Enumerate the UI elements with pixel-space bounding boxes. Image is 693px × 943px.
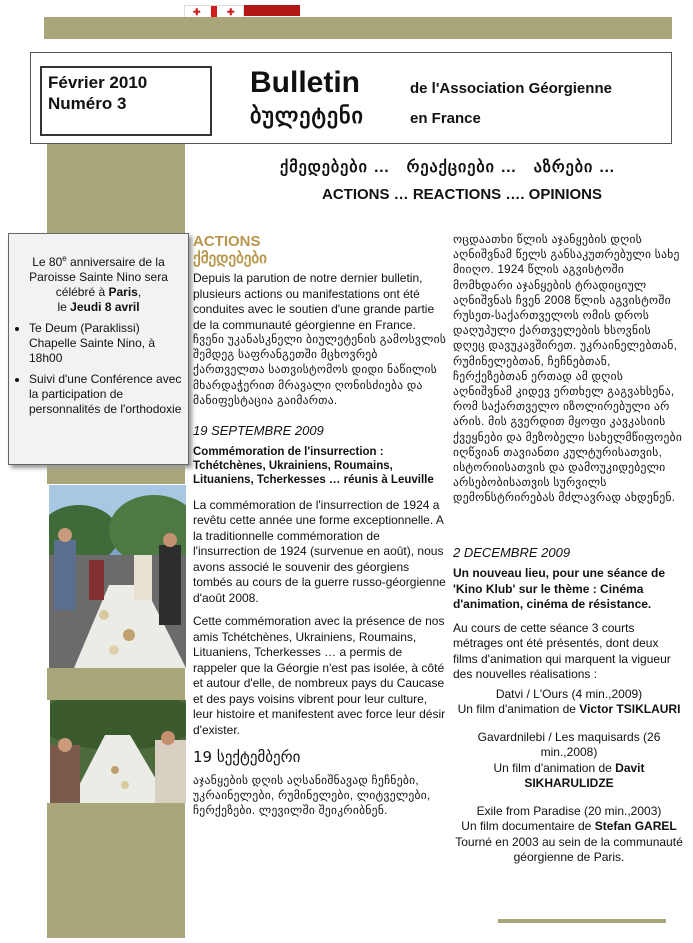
intro-paragraph-geo: ჩვენი უკანასკნელი ბიულეტენის გამოსვლის შემდეგ საფრანგეთში მცხოვრებ ქართველთა სათვისტომოს დიდი ნაწილის მხარდაჭერით მრავალი ღონისძიება და მანიფესტაცია გაიმართა. bbox=[193, 334, 447, 407]
film-entry: Datvi / L'Ours (4 min.,2009) Un film d'animation de Victor TSIKLAURI bbox=[453, 687, 685, 718]
film-title: Datvi / L'Ours (4 min.,2009) bbox=[495, 686, 643, 701]
section-heading-fr: ACTIONS bbox=[193, 233, 261, 250]
column-right bbox=[453, 233, 685, 866]
announcement-text: Le 80e anniversaire de la Paroisse Sainte Nino sera célébré à Paris, le Jeudi 8 avril bbox=[29, 254, 168, 314]
top-olive-bar bbox=[44, 17, 672, 39]
film-title: Gavardnilebi / Les maquisards (26 min.,2008) bbox=[477, 729, 661, 760]
left-olive-band bbox=[47, 142, 185, 234]
film-title: Exile from Paradise (20 min.,2003) bbox=[476, 803, 662, 818]
film-note: Tourné en 2003 au sein de la communauté géorgienne de Paris. bbox=[455, 834, 683, 865]
left-olive-band-bottom bbox=[47, 803, 185, 938]
bottom-rule bbox=[498, 919, 666, 923]
event-title-dec: Un nouveau lieu, pour une séance de 'Kino Klub' sur le thème : Cinéma d'animation, cinéma de résistance. bbox=[453, 566, 666, 612]
bulletin-title: Bulletin bbox=[250, 66, 360, 99]
slogan-fr: ACTIONS … REACTIONS …. OPINIONS bbox=[322, 186, 603, 203]
film-entry: Exile from Paradise (20 min.,2003) Un film documentaire de Stefan GAREL Tourné en 2003 au sein de la communauté géorgienne de Paris. bbox=[453, 804, 685, 866]
event-paragraph-geo-long: ოცდაათხი წლის აჯანყების დღის აღნიშვნამ წელს განსაკუთრებული სახე მიიღო. 1924 წლის აგვისტოში მომხდარი აჯანყების ტრადიციულ აღნიშვნას ჩვენ 2008 წლის აგვისტოში რუსეთ-საქართველოს ომის დროს დაღუპული ქართველების ხსოვნის დღეც დავუკავშირეთ. უკრაინელებთან, რუმინელებთან, ჩეჩნებთან, ჩერქეზებთან ერთად ამ დღის აღნიშვნამ კიდევ ერთხელ გაგვახსენა, რომ საქართველო იზოლირებული არ არის. მის გვერდით მყოფი კავკასიის ქვეყნები და მეზობელი სახელმწიფოები იღწვიან თავიანთი კულტურისათვის, ისტორიისათვის და დამოუკიდებელი არსებობისათვის სურვილს დემონსტრირებას მძლავრად ახდენენ. bbox=[453, 234, 683, 505]
georgia-flag-icon: ✚ ✚ bbox=[184, 5, 244, 39]
bulletin-title-geo: ბულეტენი bbox=[250, 103, 364, 128]
association-country: en France bbox=[410, 110, 481, 127]
banquet-photo-1 bbox=[49, 485, 186, 668]
left-olive-band-mid bbox=[47, 462, 185, 484]
column-left bbox=[193, 233, 448, 819]
event-paragraph-geo: აჯანყების დღის აღსანიშნავად ჩეჩნები, უკრაინელები, რუმინელები, ლიტველები, ჩერქეზები. ლევილში შეიკრიბნენ. bbox=[193, 774, 431, 817]
issue-number: Numéro 3 bbox=[48, 94, 127, 113]
anniversary-announcement bbox=[8, 233, 189, 465]
list-item: • Te Deum (Paraklissi) Chapelle Sainte Nino, à 18h00 bbox=[29, 321, 188, 366]
section-heading-geo: ქმედებები bbox=[193, 250, 267, 267]
banquet-photo-2 bbox=[50, 700, 186, 803]
event-date-sept: 19 SEPTEMBRE 2009 bbox=[193, 423, 324, 439]
announcement-list bbox=[9, 321, 188, 417]
list-item: • Suivi d'une Conférence avec la participation de personnalités de l'orthodoxie bbox=[29, 372, 188, 417]
issue-month: Février 2010 bbox=[48, 73, 148, 92]
intro-paragraph-fr: Depuis la parution de notre dernier bulletin, plusieurs actions ou manifestations ont été conduites avec le soutien d'une grande partie de la communauté géorgienne en France. bbox=[193, 271, 435, 332]
event-date-dec: 2 DECEMBRE 2009 bbox=[453, 544, 571, 560]
event-title-sept: Commémoration de l'insurrection : Tchétchènes, Ukrainiens, Roumains, Lituaniens, Tcherkesses … réunis à Leuville bbox=[193, 445, 434, 486]
association-name: de l'Association Géorgienne bbox=[410, 80, 612, 97]
slogan-geo: ქმედებები … რეაქციები … აზრები … bbox=[280, 159, 616, 176]
event-paragraph-dec: Au cours de cette séance 3 courts métrages ont été présentés, dont deux films d'animation qui marquent la vigueur des nouvelles réalisations : bbox=[453, 620, 671, 682]
event-paragraph-1: La commémoration de l'insurrection de 1924 a revêtu cette année une forme exceptionnelle. A la traditionnelle commémoration de l'insurrection de 1924 (survenue en août), nous avons associé le souvenir des géorgiens tombés au cours de la guerre russo-géorgienne d'août 2008. bbox=[193, 497, 446, 605]
issue-date-box bbox=[40, 66, 212, 136]
event-date-geo: 19 სექტემბერი bbox=[193, 748, 301, 767]
event-paragraph-2: Cette commémoration avec la présence de nos amis Tchétchènes, Ukrainiens, Roumains, Lituaniens, Tcherkesses … a permis de rappeler que la Géorgie n'est pas isolée, à côté et autour d'elle, de nombreux pays du Caucase et des pays voisins vibrent pour leur culture, leur histoire et manifestent avec force leur désir d'exister. bbox=[193, 614, 446, 737]
film-entry: Gavardnilebi / Les maquisards (26 min.,2008) Un film d'animation de Davit SIKHARULIDZE bbox=[453, 730, 685, 792]
left-olive-band-lower bbox=[47, 668, 185, 700]
